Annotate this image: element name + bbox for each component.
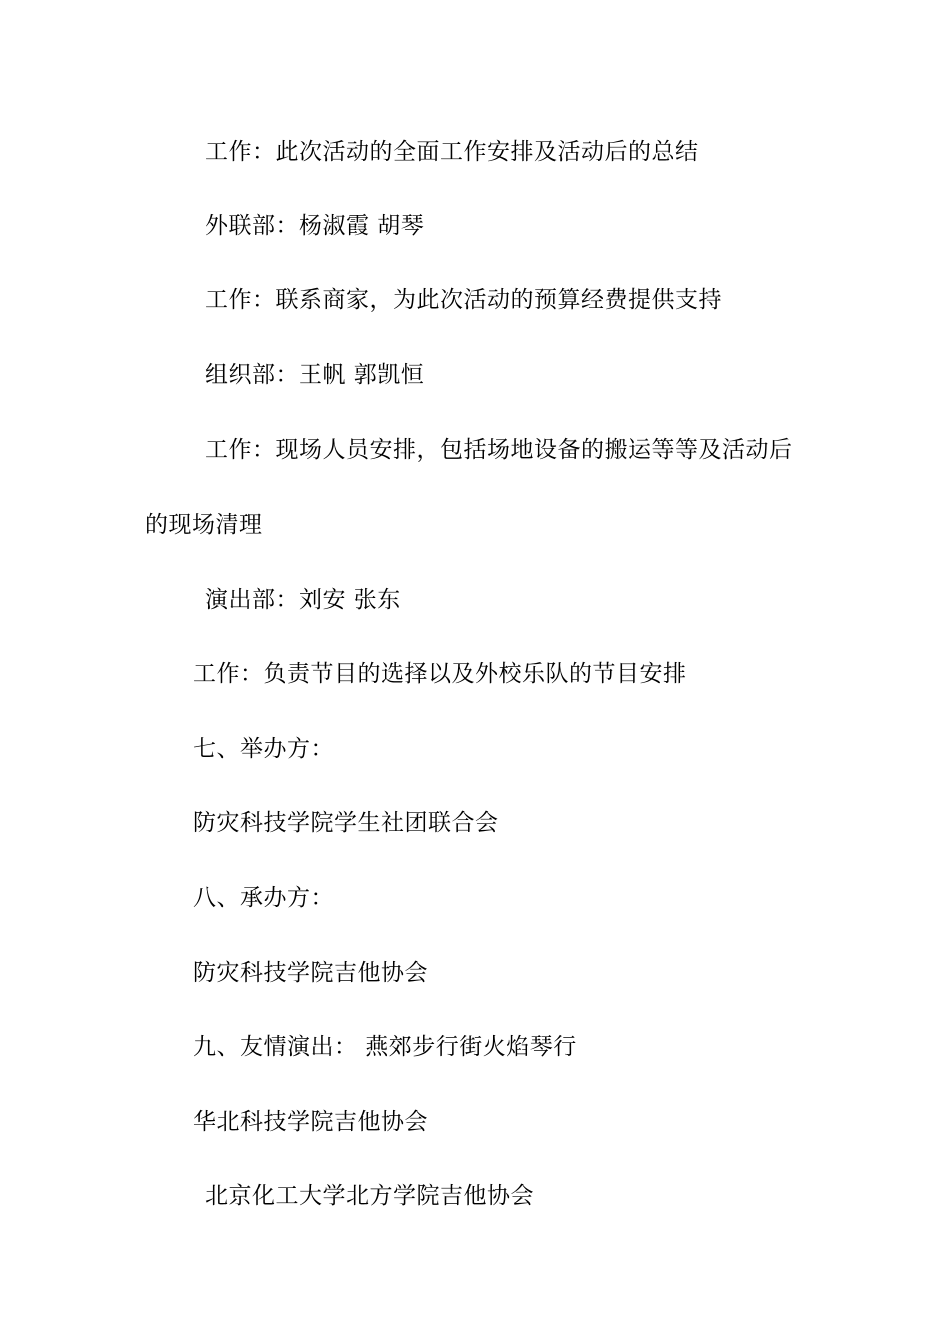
section-heading: 九、友情演出： 燕郊步行街火焰琴行	[193, 1034, 577, 1060]
text-line: 工作：负责节目的选择以及外校乐队的节目安排	[193, 661, 687, 687]
text-line: 工作：联系商家，为此次活动的预算经费提供支持	[205, 287, 722, 313]
text-line: 演出部：刘安 张东	[205, 587, 401, 613]
section-heading: 八、承办方：	[193, 885, 334, 911]
text-line: 华北科技学院吉他协会	[193, 1109, 428, 1135]
text-line: 北京化工大学北方学院吉他协会	[205, 1183, 534, 1209]
text-line: 的现场清理	[145, 512, 263, 538]
text-line: 防灾科技学院学生社团联合会	[193, 810, 499, 836]
text-line: 工作：此次活动的全面工作安排及活动后的总结	[205, 139, 699, 165]
text-line: 外联部：杨淑霞 胡琴	[205, 213, 425, 239]
text-line: 工作：现场人员安排，包括场地设备的搬运等等及活动后	[205, 437, 793, 463]
section-heading: 七、举办方：	[193, 736, 334, 762]
text-line: 组织部：王帆 郭凯恒	[205, 362, 425, 388]
text-line: 防灾科技学院吉他协会	[193, 960, 428, 986]
